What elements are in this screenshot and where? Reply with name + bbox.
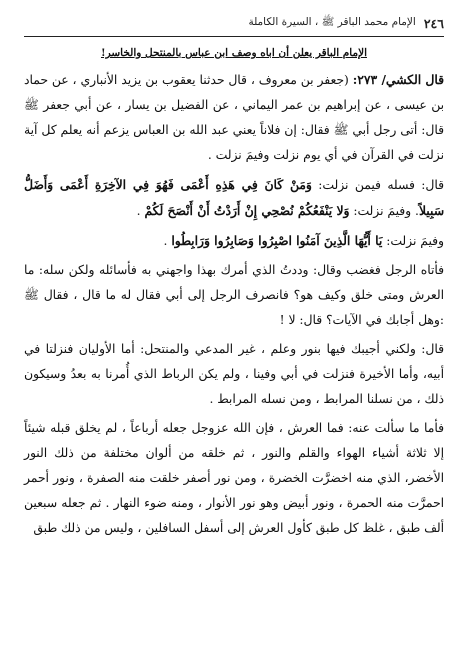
running-title: الإمام محمد الباقر ﷺ ، السيرة الكاملة xyxy=(248,15,416,28)
section-heading: الإمام الباقر يعلن أن اباه وصف ابن عباس بالمنتحل والخاسر! xyxy=(100,47,367,59)
quran-verse: يَا أَيُّهَا الَّذِينَ آمَنُوا اصْبِرُوا وَصَابِرُوا وَرَابِطُوا xyxy=(171,233,383,248)
paragraph-text: . وفيمَ نزلت: xyxy=(349,204,419,218)
quran-verse: وَلا يَنْفَعُكُمْ نُصْحِي إِنْ أَرَدْتُ أَنْ أَنْصَحَ لَكُمْ xyxy=(144,203,350,218)
paragraph-text: فأما ما سألت عنه: فما العرش ، فإن الله عزوجل جعله أرباعاً ، لم يخلق قبله شيئاً إلا ثلاثة أشياء الهواء والقلم والنور ، ثم خلقه من ألوان مختلفة من ذلك النور الأخضر، الذي منه اخضرَّت الخضرة ، ومن نور أصفر خلقت منه الصفرة ، ونور أحمر احمرَّت منه الحمرة ، ونور أبيض وهو نور الأنوار ، ومنه ضوء النهار . ثم جعله سبعين ألف طبق ، غلظ كل طبق كأول العرش إلى أسفل السافلين ، وليس من ذلك طبق xyxy=(24,421,444,535)
document-page xyxy=(24,12,444,660)
page-number: ٢٤٦ xyxy=(423,15,444,31)
paragraph-text: . xyxy=(136,204,145,218)
quran-verse: وَمَنْ كَانَ فِي هَذِهِ أَعْمَى فَهُوَ فِي الآخِرَةِ أَعْمَى وَأَضَلُّ سَبِيلاً xyxy=(24,177,444,218)
paragraph-6 xyxy=(24,416,444,541)
paragraph-3 xyxy=(24,228,444,254)
paragraph-text: (جعفر بن معروف ، قال حدثنا يعقوب بن يزيد الأنباري ، عن حماد بن عيسى ، عن إبراهيم بن عمر اليماني ، عن الفضيل بن يسار ، عن أبي جعفر ﷺ قال: أتى رجل أبي ﷺ فقال: إن فلاناً يعني عبد الله بن العباس يزعم أنه يعلم كل آية نزلت في القرآن في أي يوم نزلت وفيمَ نزلت . xyxy=(24,73,444,162)
paragraph-5 xyxy=(24,337,444,412)
paragraph-text: قال: فسله فيمن نزلت: xyxy=(311,178,444,192)
paragraph-text: فأتاه الرجل فغضب وقال: وددتُ الذي أمرك بهذا واجهني به فأسائله ولكن سله: ما العرش ومتى خلق وكيف هو؟ فانصرف الرجل إلى أبي فقال له ما قال ، فقال ﷺ :وهل أجابك في الآيات؟ قال: لا ! xyxy=(24,263,444,327)
header-rule xyxy=(24,36,444,37)
paragraph-text: وفيمَ نزلت: xyxy=(382,234,444,248)
paragraph-text: . xyxy=(163,234,172,248)
paragraph-1 xyxy=(24,67,444,168)
page-header xyxy=(24,12,444,34)
paragraph-2 xyxy=(24,172,444,224)
citation-lead: قال الكشي/ ٢٧٣: xyxy=(352,72,444,87)
paragraph-text: قال: ولكني أجيبك فيها بنور وعلم ، غير المدعي والمنتحل: أما الأوليان فنزلتا في أبيه، وأما الأخيرة فنزلت في أبي وفينا ، ولم يكن الرباط الذي أُمرنا به بعدُ وسيكون ذلك ، من نسلنا المرابط ، ومن نسله المرابط . xyxy=(24,342,444,406)
paragraph-4 xyxy=(24,258,444,333)
